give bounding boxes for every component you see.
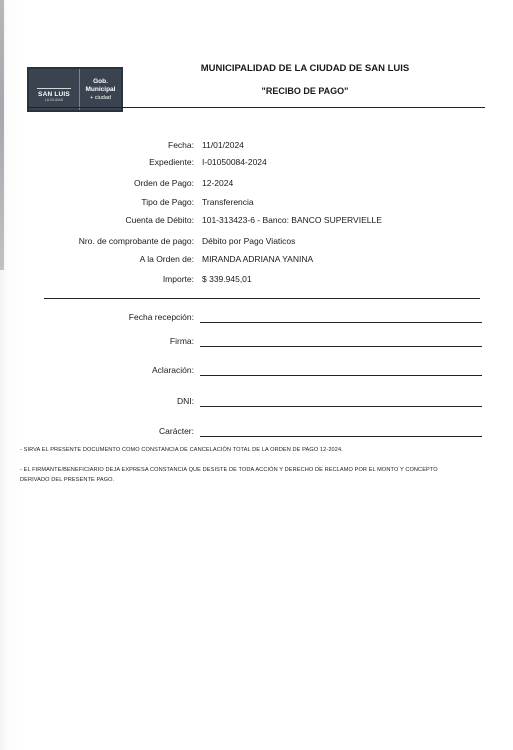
- field-label: Nro. de comprobante de pago:: [78, 236, 194, 246]
- field-label: Orden de Pago:: [133, 178, 194, 188]
- page-subtitle: "RECIBO DE PAGO": [261, 86, 349, 96]
- signature-line: [200, 406, 482, 407]
- field-value: 101-313423-6 - Banco: BANCO SUPERVIELLE: [202, 215, 382, 225]
- logo-city-block: [29, 69, 80, 110]
- field-value: 11/01/2024: [202, 140, 244, 150]
- signature-line: [200, 346, 482, 347]
- signature-line: [200, 436, 482, 437]
- signature-row-fecha-recepcion: [20, 312, 490, 326]
- field-row-expediente: [20, 157, 480, 171]
- signature-label: Carácter:: [159, 426, 194, 436]
- signature-label: Aclaración:: [151, 365, 194, 375]
- logo-gob-line1: Gob.: [93, 77, 108, 85]
- field-value: I-01050084-2024: [202, 157, 267, 167]
- field-row-orden-de-pago: [20, 178, 480, 192]
- field-row-tipo-de-pago: [20, 197, 480, 211]
- note-cancelacion: - SIRVA EL PRESENTE DOCUMENTO COMO CONSTANCIA DE CANCELACIÓN TOTAL DE LA ORDEN DE PAGO 12-2024.: [20, 447, 343, 453]
- field-row-fecha: [20, 140, 480, 154]
- field-row-cuenta-de-debito: [20, 215, 480, 229]
- field-row-comprobante: [20, 236, 480, 250]
- field-value: $ 339.945,01: [202, 274, 252, 284]
- logo-gob-line2: Municipal: [85, 85, 116, 93]
- signature-label: DNI:: [177, 396, 194, 406]
- page-title: MUNICIPALIDAD DE LA CIUDAD DE SAN LUIS: [200, 63, 410, 74]
- logo-city-name: SAN LUIS: [38, 90, 70, 98]
- crest-icon: [37, 78, 71, 89]
- signature-row-caracter: [20, 426, 490, 440]
- field-label: Tipo de Pago:: [141, 197, 194, 207]
- fields-divider: [44, 298, 480, 299]
- signature-line: [200, 322, 482, 323]
- logo-gob-line3: + ciudad: [90, 94, 111, 101]
- header-divider: [27, 107, 485, 108]
- field-row-a-la-orden: [20, 254, 480, 268]
- field-value: MIRANDA ADRIANA YANINA: [202, 254, 314, 264]
- field-value: Débito por Pago Viaticos: [202, 236, 296, 246]
- field-value: 12-2024: [202, 178, 234, 188]
- signature-label: Firma:: [169, 336, 194, 346]
- signature-line: [200, 375, 482, 376]
- municipal-logo: [27, 67, 123, 112]
- scan-edge-shadow: [0, 0, 4, 270]
- field-label: Cuenta de Débito:: [125, 215, 194, 225]
- signature-row-aclaracion: [20, 365, 490, 379]
- field-label: Fecha:: [168, 140, 194, 150]
- field-label: Importe:: [162, 274, 194, 284]
- signature-label: Fecha recepción:: [128, 312, 194, 322]
- logo-city-small: LA CIUDAD: [44, 97, 64, 102]
- field-value: Transferencia: [202, 197, 254, 207]
- signature-row-dni: [20, 396, 490, 410]
- field-label: Expediente:: [149, 157, 194, 167]
- note-desistimiento: - EL FIRMANTE/BENEFICIARIO DEJA EXPRESA CONSTANCIA QUE DESISTE DE TODA ACCIÓN Y DERECHO DE RECLAMO POR EL MONTO Y CONCEPTO DERIVADO DEL PRESENTE PAGO.: [20, 467, 438, 483]
- field-label: A la Orden de:: [139, 254, 194, 264]
- signature-row-firma: [20, 336, 490, 350]
- field-row-importe: [20, 274, 480, 288]
- logo-gob-block: [80, 69, 121, 110]
